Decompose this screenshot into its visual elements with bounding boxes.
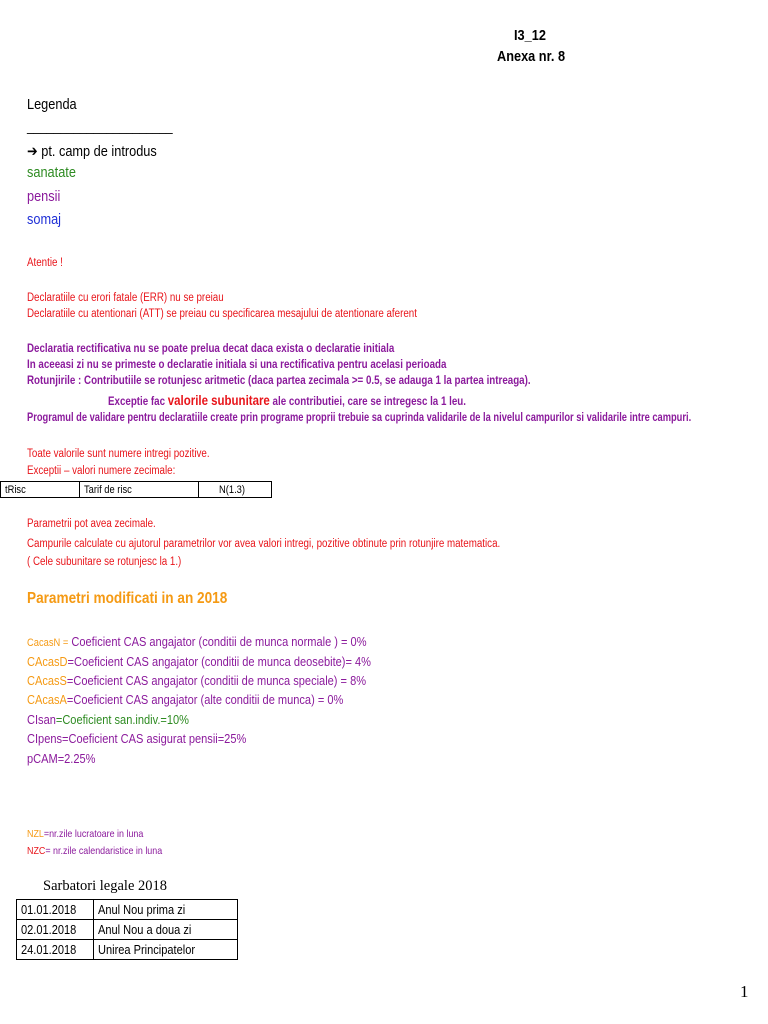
nzl-definition (27, 828, 164, 840)
note-warnings: Declaratiile cu atentionari (ATT) se preiau cu specificarea mesajului de atentionare aferent (27, 308, 417, 320)
param-cacasn (27, 634, 426, 649)
param-desc: =Coeficient CAS angajator (alte conditii de munca) = 0% (66, 692, 344, 707)
param-code: CAcasS (27, 673, 67, 688)
exception-post: ale contributiei, care se intregesc la 1 leu. (272, 396, 466, 408)
param-desc: Coeficient CAS angajator (conditii de munca normale ) = 0% (71, 634, 367, 649)
nzc-definition (27, 845, 186, 857)
arrow-icon: ➔ (27, 143, 38, 160)
params-decimal: Parametrii pot avea zecimale. (27, 518, 156, 530)
param-cipens (27, 731, 285, 746)
param-cacasd (27, 654, 432, 669)
param-code: CAcasA (27, 692, 67, 707)
annex-number: Anexa nr. 8 (497, 48, 566, 65)
legend-input-label: pt. camp de introdus (41, 143, 157, 160)
nzc-desc: = nr.zile calendaristice in luna (45, 845, 163, 857)
values-exceptions: Exceptii – valori numere zecimale: (27, 465, 176, 477)
note-errors: Declaratiile cu erori fatale (ERR) nu se preiau (27, 292, 224, 304)
computed-fields-note: Campurile calculate cu ajutorul parametrilor vor avea valori intregi, pozitive obtinute prin rotunjire matematica. (27, 538, 501, 550)
risk-format: N(1.3) (199, 482, 272, 498)
risk-name: Tarif de risc (80, 482, 199, 498)
param-desc: =Coeficient CAS asigurat pensii=25% (62, 731, 247, 746)
nzl-code: NZL (27, 828, 44, 840)
nzc-code: NZC (27, 845, 46, 857)
legend-health: sanatate (27, 164, 76, 181)
param-code: CAcasD (27, 654, 68, 669)
legend-underline: ______________________ (27, 118, 173, 134)
exception-highlight: valorile subunitare (167, 393, 270, 408)
param-code: CIpens (27, 731, 63, 746)
table-row (17, 940, 238, 960)
param-cacass (27, 673, 426, 688)
holiday-date: 02.01.2018 (17, 920, 94, 940)
params-title: Parametri modificati in an 2018 (27, 590, 228, 607)
nzl-desc: =nr.zile lucratoare in luna (43, 828, 144, 840)
holiday-name: Unirea Principatelor (94, 940, 238, 960)
param-code: CacasN = (27, 637, 69, 649)
legend-unemployment: somaj (27, 211, 62, 228)
param-desc: =Coeficient san.indiv.=10% (55, 712, 189, 727)
legend-title: Legenda (27, 96, 77, 113)
note-rectify-2: In aceeasi zi nu se primeste o declaratie initiala si una rectificativa pentru acelasi perioada (27, 359, 447, 371)
risk-code: tRisc (1, 482, 80, 498)
param-pcam: pCAM=2.25% (27, 751, 96, 766)
param-desc: =Coeficient CAS angajator (conditii de munca speciale) = 8% (66, 673, 367, 688)
document-code: I3_12 (514, 27, 546, 44)
attention-label: Atentie ! (27, 257, 63, 269)
page-number: 1 (740, 982, 749, 1001)
legend-pensions: pensii (27, 188, 61, 205)
note-rectify-1: Declaratia rectificativa nu se poate prelua decat daca exista o declaratie initiala (27, 343, 395, 355)
note-validation: Programul de validare pentru declaratiile create prin programe proprii trebuie sa cuprinda validarile de la nivelul campurilor si validarile intre campuri. (27, 412, 692, 424)
holiday-name: Anul Nou prima zi (94, 900, 238, 920)
holiday-date: 01.01.2018 (17, 900, 94, 920)
subunit-note: ( Cele subunitare se rotunjesc la 1.) (27, 556, 182, 568)
param-desc: =Coeficient CAS angajator (conditii de munca deosebite)= 4% (67, 654, 371, 669)
table-row (17, 920, 238, 940)
values-integers: Toate valorile sunt numere intregi pozitive. (27, 448, 210, 460)
param-cisan (27, 712, 218, 727)
note-rounding: Rotunjirile : Contributiile se rotunjesc aritmetic (daca partea zecimala >= 0.5, se adauga 1 la partea intreaga). (27, 375, 531, 387)
exception-pre: Exceptie fac (108, 396, 166, 408)
param-cacasa (27, 692, 399, 707)
note-exception (108, 393, 529, 408)
legend-input-field (27, 142, 180, 160)
holidays-table (16, 899, 238, 960)
holiday-name: Anul Nou a doua zi (94, 920, 238, 940)
table-row (1, 482, 272, 498)
holidays-title: Sarbatori legale 2018 (43, 878, 168, 894)
risk-table (0, 481, 272, 498)
holiday-date: 24.01.2018 (17, 940, 94, 960)
table-row (17, 900, 238, 920)
param-code: CIsan (27, 712, 56, 727)
